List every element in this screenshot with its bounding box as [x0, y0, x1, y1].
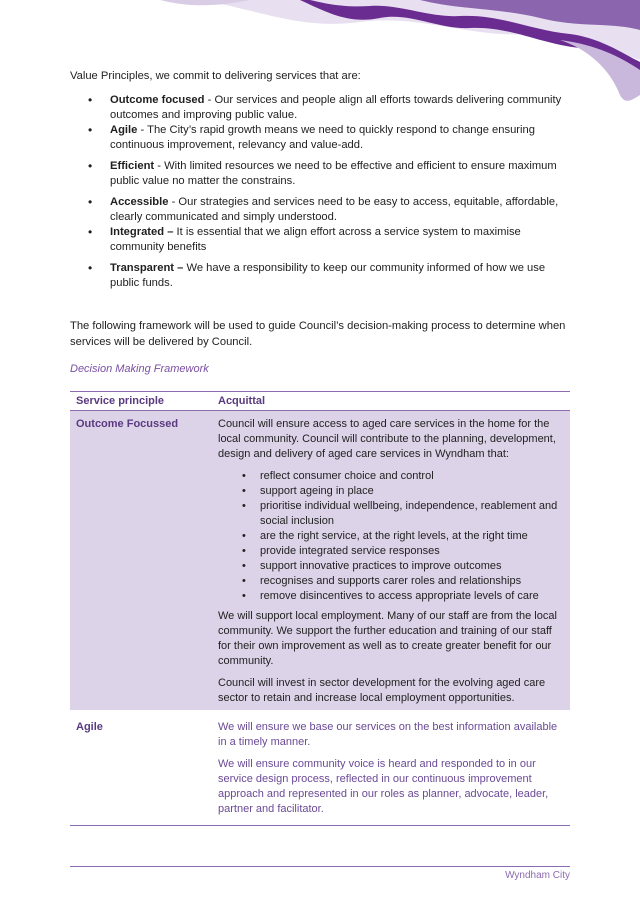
- list-item: • provide integrated service responses: [218, 544, 564, 559]
- principle-item: [70, 159, 570, 189]
- principle-sep: -: [154, 160, 165, 172]
- principle-text: We have a responsibility to keep our community informed of how we use public funds.: [110, 262, 546, 289]
- principles-list: [70, 93, 570, 291]
- decision-framework-table: [70, 391, 570, 826]
- principle-text: Our services and people align all efforts towards delivering community outcomes and improving public value.: [110, 94, 562, 121]
- row-principle: Agile: [70, 710, 212, 826]
- principle-text: With limited resources we need to be effective and efficient to ensure maximum public value no matter the constrains.: [110, 160, 557, 187]
- list-item: • support innovative practices to improve outcomes: [218, 559, 564, 574]
- principle-term: Efficient: [110, 160, 155, 172]
- list-item: • remove disincentives to access appropriate levels of care: [218, 589, 564, 604]
- table-caption: Decision Making Framework: [70, 363, 209, 375]
- principle-term: Transparent –: [110, 262, 184, 274]
- principle-sep: -: [204, 94, 215, 106]
- principle-term: Agile: [110, 124, 138, 136]
- framework-intro-text: The following framework will be used to guide Council’s decision-making process to determine when services will be delivered by Council.: [70, 320, 566, 348]
- table-header-row: [70, 392, 570, 411]
- principle-sep: -: [168, 196, 179, 208]
- list-item: • prioritise individual wellbeing, independence, reablement and social inclusion: [218, 499, 564, 529]
- footer-divider: [70, 866, 570, 867]
- row-principle: Outcome Focussed: [70, 411, 212, 711]
- list-item: • support ageing in place: [218, 484, 564, 499]
- column-header-service-principle: Service principle: [70, 392, 212, 411]
- row-acquittal: [212, 411, 570, 711]
- acquittal-paragraph: We will ensure community voice is heard and responded to in our service design process, reflected in our continuous improvement approach and represented in our roles as planner, advocate, leader, partner and facilitator.: [218, 758, 549, 815]
- acquittal-paragraph: Council will ensure access to aged care services in the home for the local community. Council will contribute to the planning, development, design and delivery of aged care services in Wyndham that:: [218, 418, 556, 460]
- footer-brand: Wyndham City: [505, 870, 570, 881]
- list-item: • are the right service, at the right levels, at the right time: [218, 529, 564, 544]
- intro-text: Value Principles, we commit to delivering services that are:: [70, 70, 361, 82]
- principle-term: Outcome focused: [110, 94, 205, 106]
- acquittal-paragraph: We will ensure we base our services on the best information available in a timely manner.: [218, 721, 558, 748]
- principle-text: It is essential that we align effort across a service system to maximise community benefits: [110, 226, 521, 253]
- principle-text: The City’s rapid growth means we need to quickly respond to change ensuring continuous improvement, relevancy and value-add.: [110, 124, 535, 151]
- column-header-acquittal: Acquittal: [212, 392, 570, 411]
- table-row: [70, 411, 570, 711]
- list-item: • recognises and supports carer roles and relationships: [218, 574, 564, 589]
- row-acquittal: [212, 710, 570, 826]
- principle-item: [70, 261, 570, 291]
- principle-item: [70, 93, 570, 123]
- acquittal-paragraph: We will support local employment. Many of our staff are from the local community. We support the further education and training of our staff for their own improvement as well as to create greater benefit for our community.: [218, 610, 557, 667]
- list-item: • reflect consumer choice and control: [218, 469, 564, 484]
- acquittal-bullet-list: [218, 469, 564, 604]
- principle-item: [70, 123, 570, 153]
- principle-item: [70, 225, 570, 255]
- table-row: [70, 710, 570, 826]
- principle-item: [70, 195, 570, 225]
- principle-sep: -: [137, 124, 148, 136]
- principle-term: Integrated –: [110, 226, 174, 238]
- principle-text: Our strategies and services need to be easy to access, equitable, affordable, clearly communicated and simply understood.: [110, 196, 559, 223]
- principle-term: Accessible: [110, 196, 169, 208]
- acquittal-paragraph: Council will invest in sector development for the evolving aged care sector to retain and increase local employment opportunities.: [218, 677, 546, 704]
